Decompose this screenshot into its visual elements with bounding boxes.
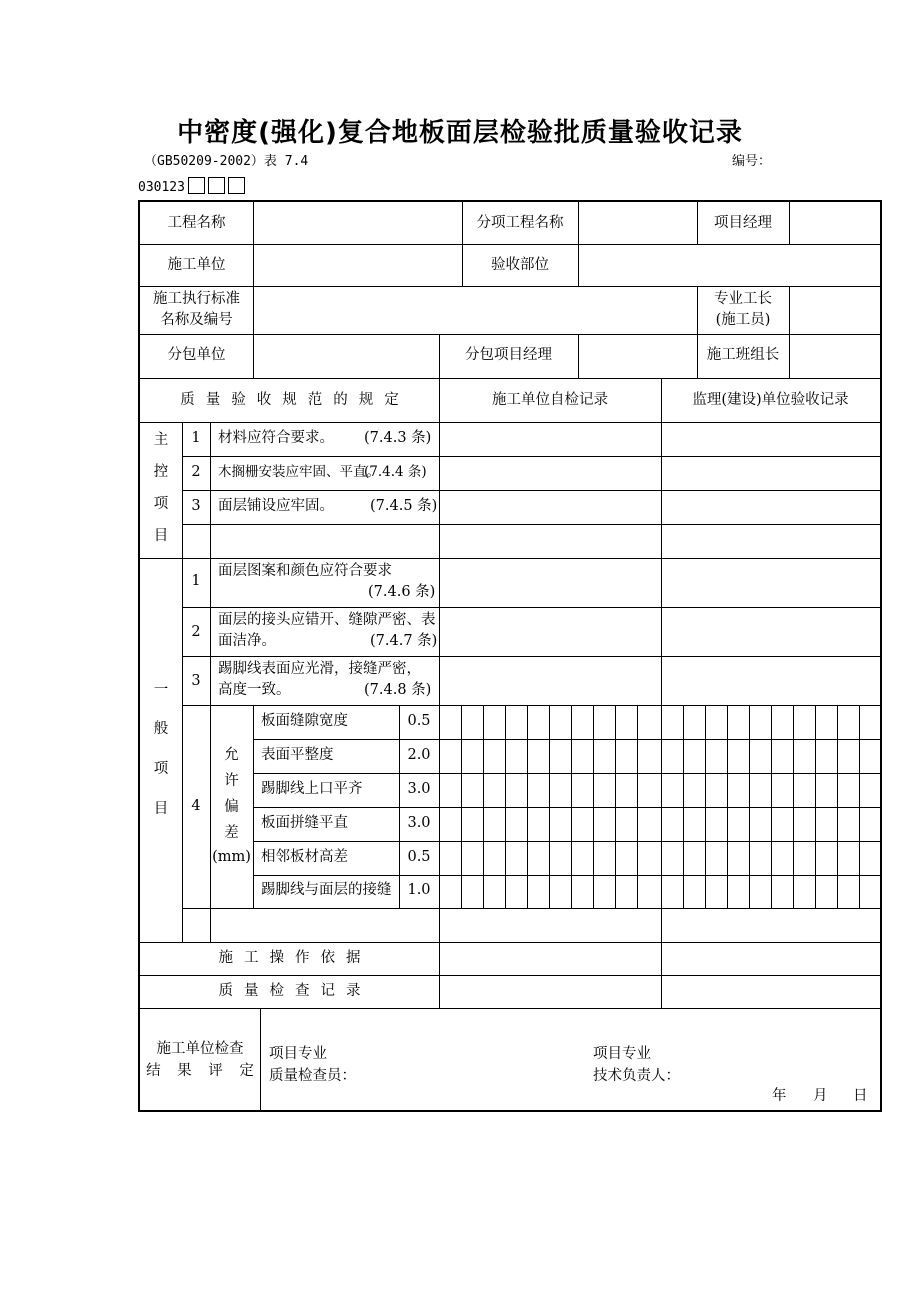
label-project-manager: 项目经理 (714, 215, 772, 231)
general-label-2: 般 (153, 721, 169, 737)
general-item-2-line2: 面洁净。 (218, 633, 276, 649)
standard-name-field[interactable] (254, 287, 696, 333)
general-item-3-line1: 踢脚线表面应光滑，接缝严密， (218, 661, 421, 677)
tolerance-label-3: 偏 (224, 799, 239, 815)
inspection-table (138, 200, 882, 1112)
label-foreman-2: (施工员) (715, 312, 771, 328)
general-item-1-line1: 面层图案和颜色应符合要求 (218, 563, 392, 579)
label-construction-basis: 施工操作依据 (218, 950, 372, 966)
main-item-3-text: 面层铺设应牢固。 (218, 498, 334, 514)
label-quality-record: 质量检查记录 (218, 983, 372, 999)
construction-basis-field[interactable] (440, 943, 660, 974)
main-label-2: 控 (153, 464, 169, 480)
general-item-2-ref: (7.4.7 条) (370, 633, 438, 649)
general-item-1-no: 1 (191, 573, 201, 589)
project-manager-field[interactable] (790, 203, 878, 243)
construction-unit-field[interactable] (254, 245, 461, 285)
tolerance-4-name: 板面拼缝平直 (261, 815, 348, 831)
main-label-1: 主 (153, 432, 169, 448)
tech-leader-label-2: 技术负责人： (593, 1068, 680, 1084)
project-name-field[interactable] (254, 203, 461, 243)
tolerance-6-name: 踢脚线与面层的接缝 (261, 882, 392, 898)
label-foreman-1: 专业工长 (714, 291, 772, 307)
standard-code: （GB50209-2002）表 7.4 (144, 154, 309, 169)
label-team-leader: 施工班组长 (706, 347, 780, 363)
label-construction-unit: 施工单位 (167, 257, 226, 273)
document-title: 中密度(强化)复合地板面层检验批质量验收记录 (177, 118, 743, 148)
tolerance-6-value: 1.0 (407, 882, 431, 898)
label-subcontractor: 分包单位 (167, 347, 226, 363)
main-label-4: 目 (153, 528, 169, 544)
label-sub-pm: 分包项目经理 (465, 347, 552, 363)
date-day: 日 (853, 1088, 868, 1104)
main-item-3-ref: (7.4.5 条) (370, 498, 438, 514)
label-standard-name-1: 施工执行标准 (153, 291, 240, 307)
main-item-1-ref: (7.4.3 条) (364, 430, 432, 446)
tolerance-1-name: 板面缝隙宽度 (261, 713, 348, 729)
general-item-1-line2: (7.4.6 条) (368, 584, 436, 600)
tech-leader-label-1: 项目专业 (593, 1046, 651, 1062)
general-label-4: 目 (153, 801, 169, 817)
general-item-3-no: 3 (191, 673, 201, 689)
tolerance-item-no: 4 (191, 798, 201, 814)
tolerance-label-1: 允 (224, 747, 239, 763)
inspector-label-2: 质量检查员： (269, 1068, 356, 1084)
code-box-1[interactable] (188, 177, 205, 194)
number-label: 编号： (732, 154, 772, 169)
label-project-name: 工程名称 (167, 215, 226, 231)
label-acceptance-part: 验收部位 (491, 257, 549, 273)
date-year: 年 (772, 1088, 787, 1104)
team-leader-field[interactable] (790, 335, 878, 377)
tolerance-label-2: 许 (224, 773, 239, 789)
general-item-3-ref: (7.4.8 条) (364, 682, 432, 698)
tolerance-2-name: 表面平整度 (261, 747, 334, 763)
label-sub-project-name: 分项工程名称 (476, 215, 564, 231)
record-code (138, 177, 245, 195)
general-item-2-line1: 面层的接头应错开、缝隙严密、表 (218, 612, 436, 628)
main-item-2-no: 2 (191, 464, 201, 480)
eval-label-1: 施工单位检查 (156, 1041, 244, 1057)
tolerance-4-value: 3.0 (407, 815, 431, 831)
date-month: 月 (813, 1088, 828, 1104)
general-label-1: 一 (153, 682, 169, 698)
col-spec: 质量验收规范的规定 (180, 392, 410, 408)
main-label-3: 项 (153, 496, 169, 512)
tolerance-label-4: 差 (224, 825, 239, 841)
tolerance-label-5: (mm) (212, 849, 251, 865)
code-box-3[interactable] (228, 177, 245, 194)
general-item-3-line2: 高度一致。 (218, 682, 291, 698)
main-item-1-text: 材料应符合要求。 (218, 430, 334, 446)
inspector-label-1: 项目专业 (269, 1046, 327, 1062)
code-box-2[interactable] (208, 177, 225, 194)
main-item-3-no: 3 (191, 498, 201, 514)
tolerance-3-name: 踢脚线上口平齐 (261, 781, 363, 797)
record-code-prefix: 030123 (138, 180, 185, 195)
sub-project-name-field[interactable] (579, 203, 696, 243)
subcontractor-field[interactable] (254, 335, 438, 377)
tolerance-3-value: 3.0 (407, 781, 431, 797)
sub-pm-field[interactable] (579, 335, 696, 377)
eval-label-2: 结 果 评 定 (146, 1063, 260, 1079)
main-item-2-text: 木搁栅安装应牢固、平直。 (218, 464, 380, 480)
general-item-2-no: 2 (191, 624, 201, 640)
foreman-field[interactable] (790, 287, 878, 333)
tolerance-1-value: 0.5 (407, 713, 431, 729)
col-supervision: 监理(建设)单位验收记录 (692, 392, 849, 408)
quality-record-field[interactable] (440, 976, 660, 1007)
tolerance-5-value: 0.5 (407, 849, 431, 865)
tolerance-5-name: 相邻板材高差 (261, 849, 348, 865)
tolerance-2-value: 2.0 (407, 747, 431, 763)
general-label-3: 项 (153, 761, 169, 777)
main-item-2-ref: (7.4.4 条) (364, 464, 427, 480)
acceptance-part-field[interactable] (579, 245, 878, 285)
main-item-1-no: 1 (191, 430, 201, 446)
label-standard-name-2: 名称及编号 (160, 312, 233, 328)
col-self-check: 施工单位自检记录 (492, 392, 608, 408)
